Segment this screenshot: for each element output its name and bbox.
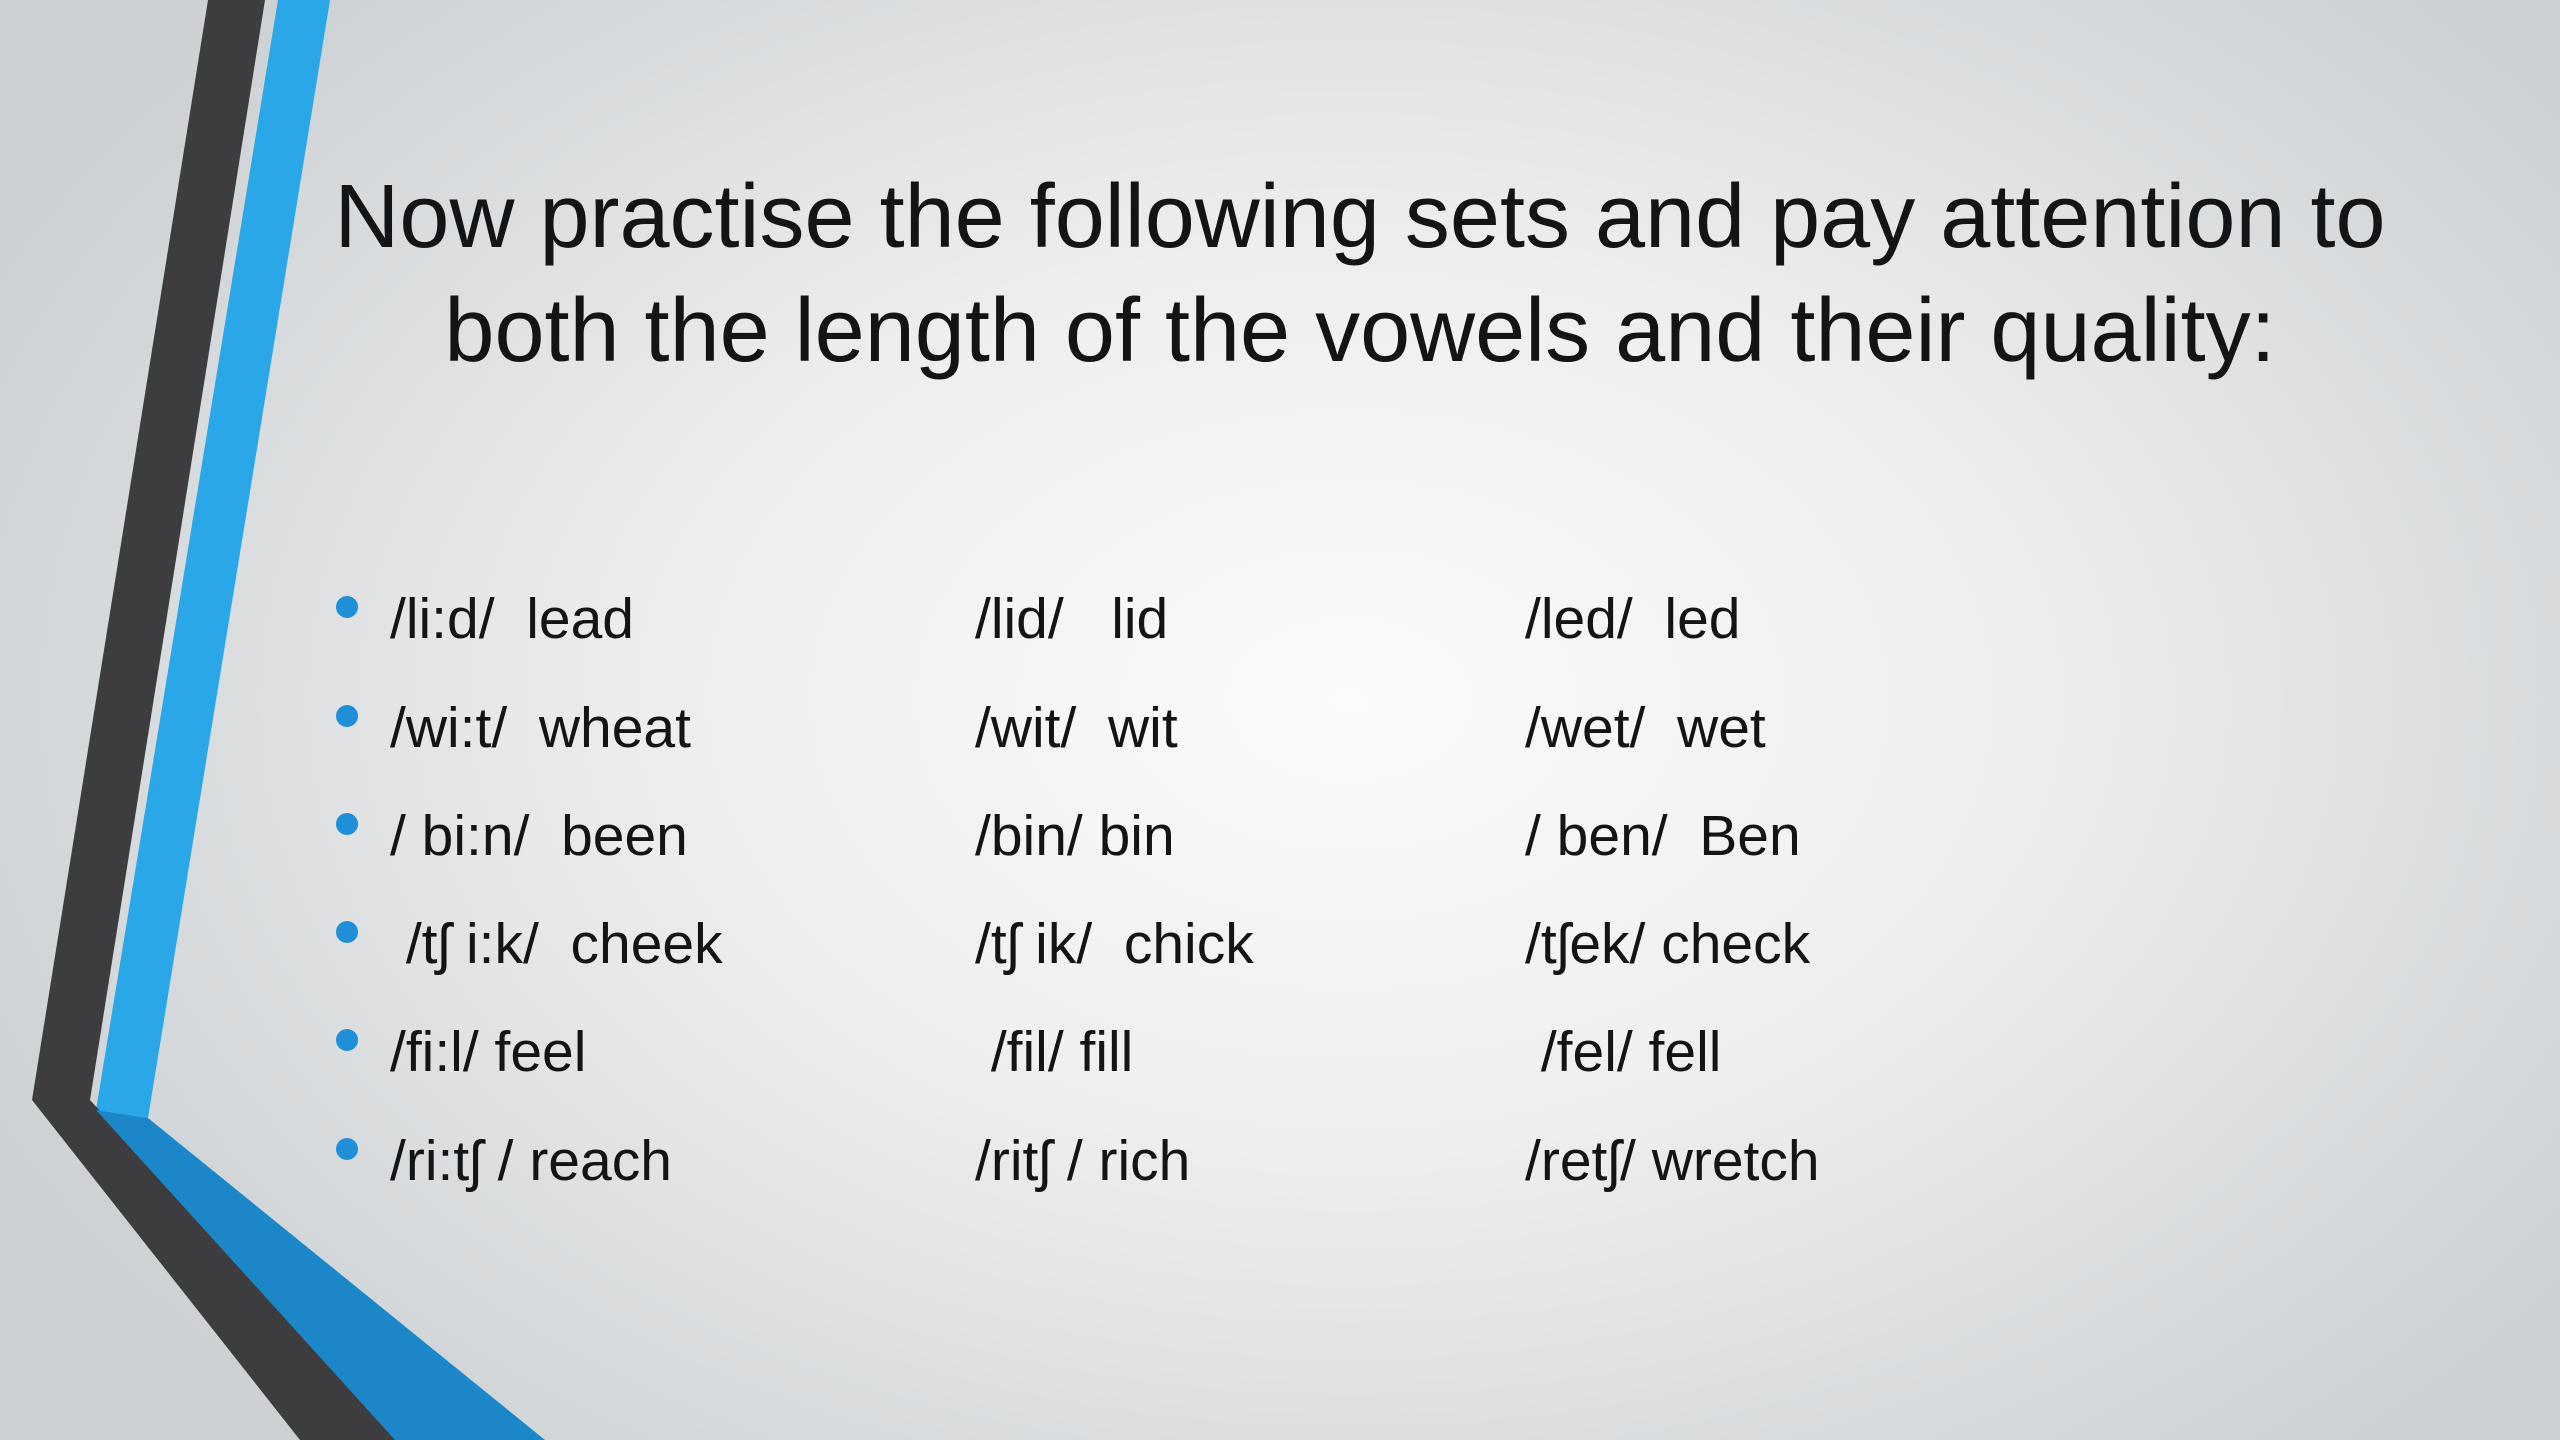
short-vowel-word: /bin/ bin <box>975 804 1175 868</box>
e-vowel-word: /led/ led <box>1525 587 1741 651</box>
title-line-1: Now practise the following sets and pay attention to <box>334 167 2386 267</box>
e-vowel-word: /wet/ wet <box>1525 696 1766 760</box>
long-vowel-word: /li:d/ lead <box>390 587 634 651</box>
list-item <box>0 1007 2560 1097</box>
bullet-icon <box>336 921 358 943</box>
list-item <box>0 899 2560 989</box>
list-item <box>0 574 2560 664</box>
bullet-icon <box>336 596 358 618</box>
e-vowel-word: /tʃek/ check <box>1525 912 1811 976</box>
e-vowel-word: /fel/ fell <box>1525 1020 1722 1084</box>
e-vowel-word: / ben/ Ben <box>1525 804 1801 868</box>
bullet-icon <box>336 813 358 835</box>
long-vowel-word: /fi:l/ feel <box>390 1020 587 1084</box>
bullet-icon <box>336 1029 358 1051</box>
short-vowel-word: /wit/ wit <box>975 696 1178 760</box>
long-vowel-word: /ri:tʃ / reach <box>390 1129 672 1193</box>
short-vowel-word: /tʃ ik/ chick <box>975 912 1254 976</box>
short-vowel-word: /ritʃ / rich <box>975 1129 1191 1193</box>
list-item <box>0 1116 2560 1206</box>
title-line-2: both the length of the vowels and their quality: <box>444 281 2276 381</box>
long-vowel-word: /wi:t/ wheat <box>390 696 691 760</box>
long-vowel-word: / bi:n/ been <box>390 804 688 868</box>
bullet-icon <box>336 705 358 727</box>
list-item <box>0 683 2560 773</box>
e-vowel-word: /retʃ/ wretch <box>1525 1129 1820 1193</box>
bullet-icon <box>336 1138 358 1160</box>
short-vowel-word: /fil/ fill <box>975 1020 1134 1084</box>
short-vowel-word: /lid/ lid <box>975 587 1169 651</box>
list-item <box>0 791 2560 881</box>
long-vowel-word: /tʃ i:k/ cheek <box>390 912 723 976</box>
